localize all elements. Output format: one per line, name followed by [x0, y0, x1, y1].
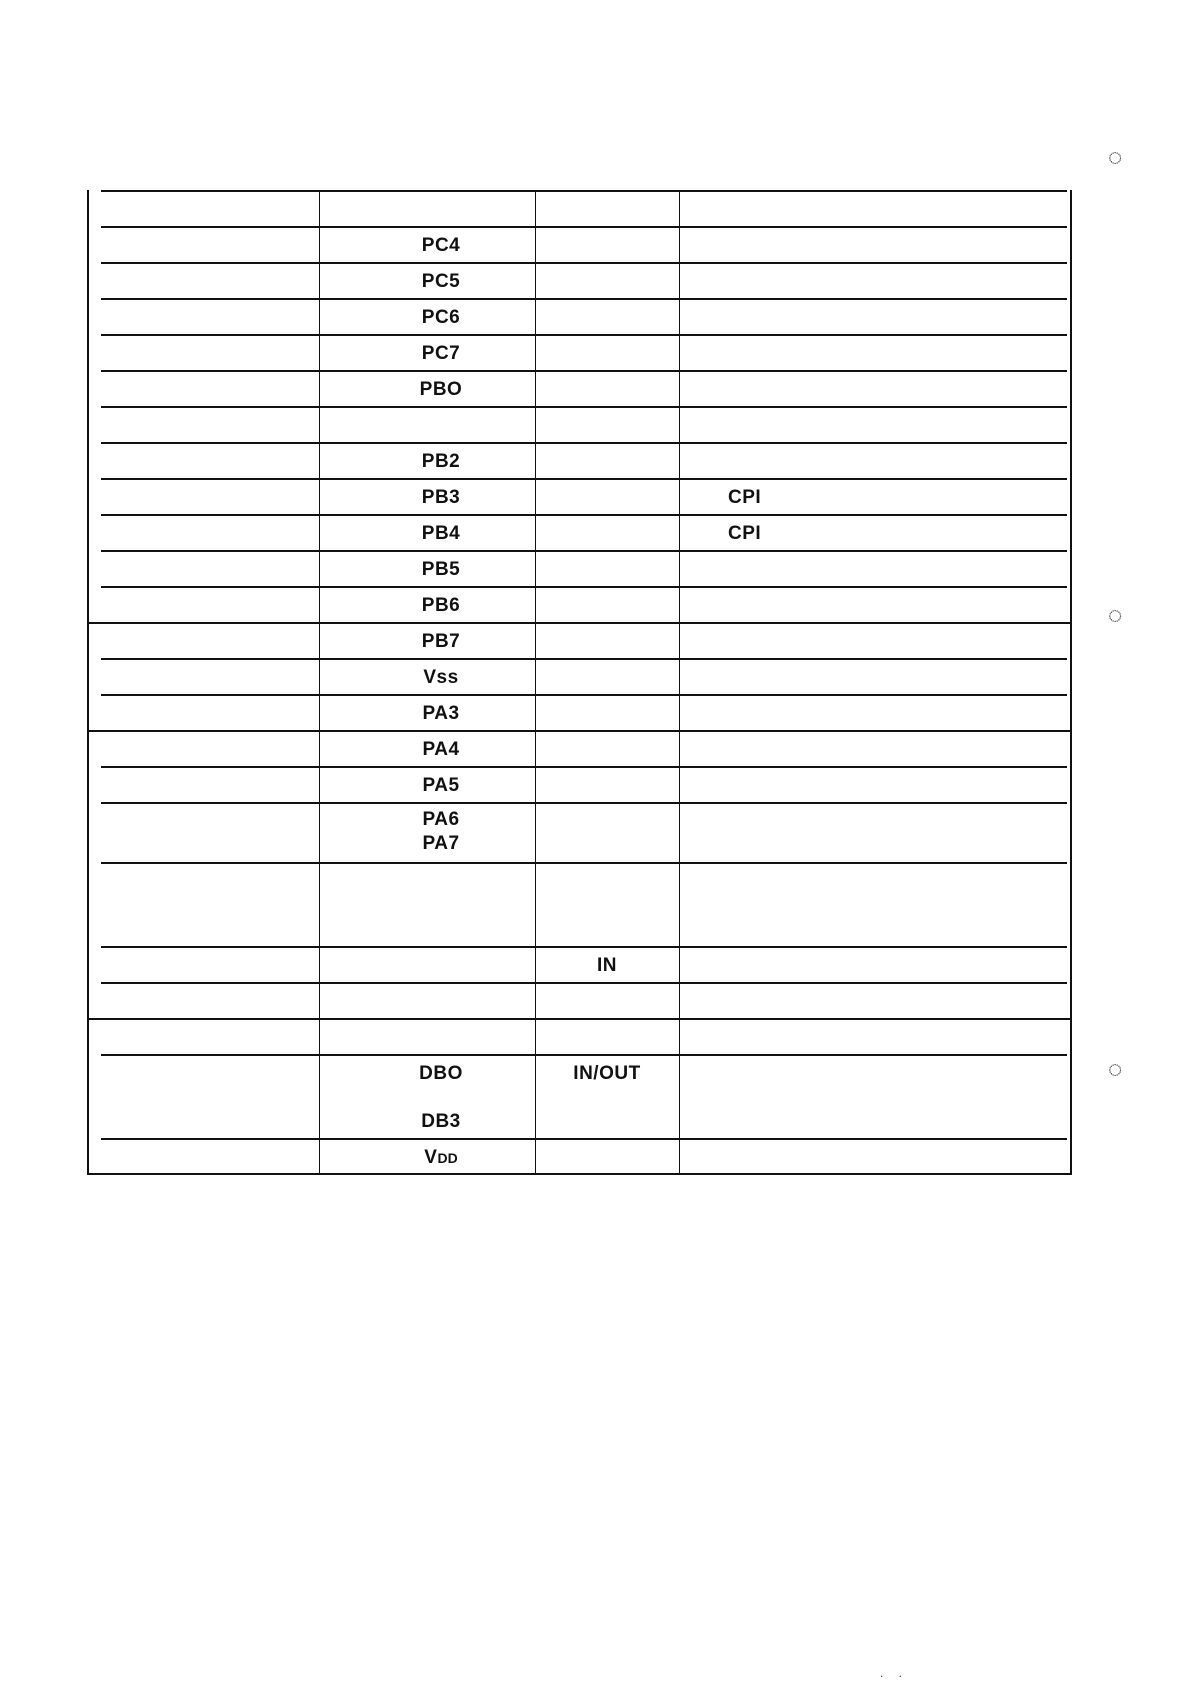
table-row — [101, 406, 1067, 442]
pin-name: PC7 — [421, 343, 461, 364]
table-row — [101, 802, 1067, 862]
pin-description: CPI — [728, 487, 762, 508]
binder-hole-bottom: ◌ — [1108, 1056, 1123, 1083]
pin-name: PB4 — [421, 523, 461, 544]
pin-name: PC5 — [421, 271, 461, 292]
footer-dots: . . — [880, 1666, 909, 1680]
table-row — [101, 658, 1067, 694]
table-row — [101, 190, 1067, 226]
table-row — [101, 226, 1067, 262]
pin-description: CPI — [728, 523, 762, 544]
pin-name-subscript: DD — [437, 1150, 458, 1166]
table-row — [101, 370, 1067, 406]
pin-name: PA6 — [422, 809, 460, 830]
pin-name: PB2 — [421, 451, 461, 472]
table-row — [101, 946, 1067, 982]
table-row — [89, 730, 1070, 766]
table-row — [89, 622, 1070, 658]
pin-name: Vss — [423, 667, 459, 688]
table-row — [101, 1138, 1067, 1173]
pin-name-line2: PA7 — [422, 833, 460, 854]
table-row — [101, 694, 1067, 730]
table-row — [101, 982, 1067, 1018]
table-row — [101, 862, 1067, 946]
table-row — [101, 550, 1067, 586]
pin-name: DBO — [419, 1063, 463, 1084]
binder-hole-middle: ◌ — [1108, 602, 1123, 629]
table-row — [101, 586, 1067, 622]
table-row — [101, 478, 1067, 514]
pin-name-main: V — [424, 1147, 438, 1168]
pin-name: PA5 — [422, 775, 460, 796]
pin-direction: IN/OUT — [573, 1063, 641, 1084]
table-row — [101, 1054, 1067, 1138]
table-row — [101, 262, 1067, 298]
pin-name-line2: DB3 — [421, 1111, 461, 1132]
table-row — [101, 334, 1067, 370]
table-row — [101, 766, 1067, 802]
pin-direction: IN — [597, 955, 617, 976]
pin-name: PA3 — [422, 703, 460, 724]
pin-name — [399, 1146, 483, 1170]
pin-name: PA4 — [422, 739, 460, 760]
table-row — [89, 1018, 1070, 1054]
pin-name: PB3 — [421, 487, 461, 508]
pin-name: PB5 — [421, 559, 461, 580]
pin-name: PC6 — [421, 307, 461, 328]
pin-name: PB6 — [421, 595, 461, 616]
pin-table — [87, 190, 1072, 1175]
pin-name: PC4 — [421, 235, 461, 256]
pin-name: PB7 — [421, 631, 461, 652]
table-row — [101, 298, 1067, 334]
table-row — [101, 442, 1067, 478]
table-row — [101, 514, 1067, 550]
binder-hole-top: ◌ — [1108, 144, 1123, 171]
pin-name: PBO — [419, 379, 463, 400]
